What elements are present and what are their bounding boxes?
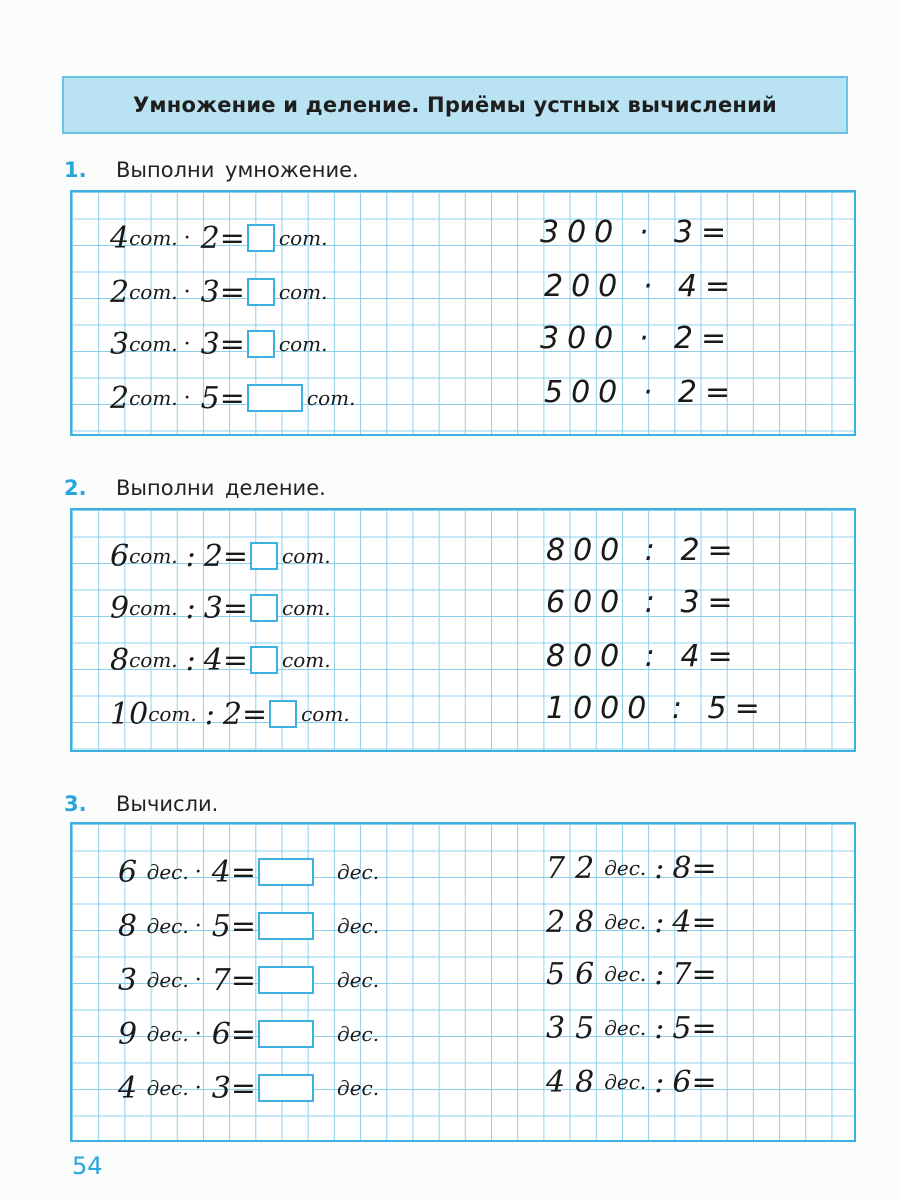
expression-row: 2 сот. · 5 = сот. <box>110 380 356 416</box>
expression-row: 500 · 2= <box>544 374 739 410</box>
expression-row: 8 дес. · 5 = дес. <box>118 908 380 944</box>
expression-row: 2 сот. · 3 = сот. <box>110 274 328 310</box>
answer-box[interactable] <box>258 912 314 940</box>
answer-box[interactable] <box>250 594 278 622</box>
answer-box[interactable] <box>247 224 275 252</box>
answer-box[interactable] <box>247 384 303 412</box>
expression-row: 1000 : 5= <box>546 690 768 726</box>
task-2-header <box>64 476 326 506</box>
expression-row: 28 дес. : 4 = <box>546 904 717 940</box>
expression-row: 200 · 4= <box>544 268 739 304</box>
expression-row: 56 дес. : 7 = <box>546 956 717 992</box>
lesson-title: Умножение и деление. Приёмы устных вычислений <box>133 93 777 117</box>
task-3-header <box>64 792 218 822</box>
answer-box[interactable] <box>269 700 297 728</box>
expression-row: 300 · 2= <box>540 320 735 356</box>
expression-row: 72 дес. : 8 = <box>546 850 717 886</box>
task-number: 3. <box>64 792 87 816</box>
task-instruction: Выполни деление. <box>116 476 326 500</box>
expression-row: 6 сот. : 2 = сот. <box>110 538 331 574</box>
expression-row: 10 сот. : 2 = сот. <box>110 696 350 732</box>
answer-box[interactable] <box>258 966 314 994</box>
expression-row: 800 : 2= <box>546 532 741 568</box>
expression-row: 300 · 3= <box>540 214 735 250</box>
answer-box[interactable] <box>247 278 275 306</box>
task-2-grid <box>70 508 856 752</box>
expression-row: 800 : 4= <box>546 638 741 674</box>
task-number: 1. <box>64 158 87 182</box>
expression-row: 3 дес. · 7 = дес. <box>118 962 380 998</box>
expression-row: 600 : 3= <box>546 584 741 620</box>
task-3-grid <box>70 822 856 1142</box>
page-number: 54 <box>72 1152 103 1180</box>
expression-row: 3 сот. · 3 = сот. <box>110 326 328 362</box>
expression-row: 48 дес. : 6 = <box>546 1064 717 1100</box>
task-number: 2. <box>64 476 87 500</box>
expression-row: 35 дес. : 5 = <box>546 1010 717 1046</box>
lesson-title-bar <box>62 76 848 134</box>
answer-box[interactable] <box>258 858 314 886</box>
task-instruction: Вычисли. <box>116 792 219 816</box>
answer-box[interactable] <box>250 646 278 674</box>
expression-row: 9 сот. : 3 = сот. <box>110 590 331 626</box>
expression-row: 6 дес. · 4 = дес. <box>118 854 380 890</box>
answer-box[interactable] <box>247 330 275 358</box>
answer-box[interactable] <box>250 542 278 570</box>
answer-box[interactable] <box>258 1074 314 1102</box>
task-1-header <box>64 158 359 188</box>
task-instruction: Выполни умножение. <box>116 158 359 182</box>
answer-box[interactable] <box>258 1020 314 1048</box>
expression-row: 4 сот. · 2 = сот. <box>110 220 328 256</box>
task-1-grid <box>70 190 856 436</box>
expression-row: 9 дес. · 6 = дес. <box>118 1016 380 1052</box>
expression-row: 8 сот. : 4 = сот. <box>110 642 331 678</box>
expression-row: 4 дес. · 3 = дес. <box>118 1070 380 1106</box>
